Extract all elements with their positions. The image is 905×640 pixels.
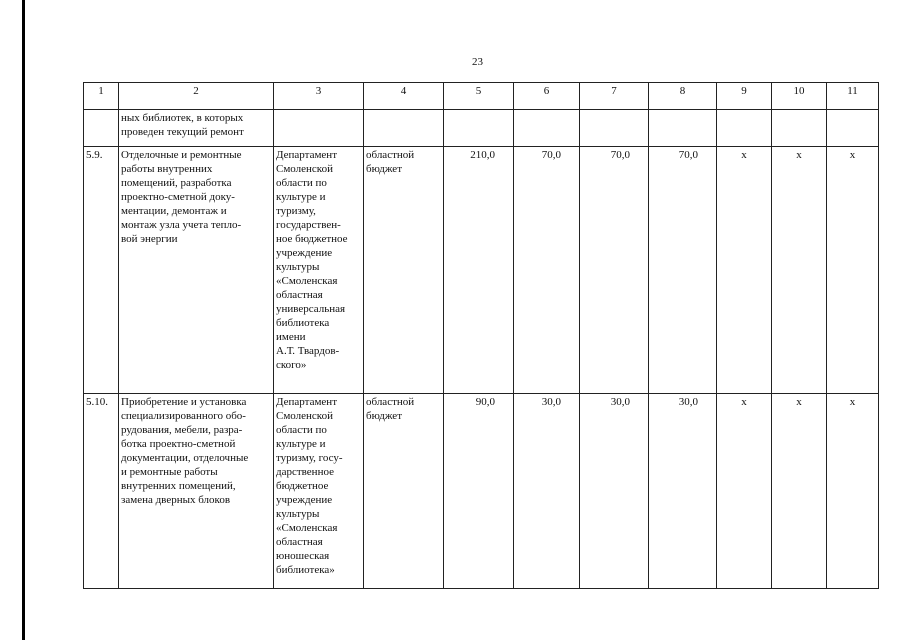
item-col-9: х — [717, 147, 772, 394]
item-name: Приобретение и установка специализированного обо- рудования, мебели, разра- ботка проектно-сметной документации, отделочные и ремонтные работы внутренних помещений, замена дверных блоков — [121, 396, 249, 506]
column-header: 11 — [827, 83, 879, 110]
table-cell — [274, 147, 364, 394]
column-header: 4 — [364, 83, 444, 110]
item-year-2: 70,0 — [580, 147, 649, 394]
program-table — [83, 82, 879, 589]
column-header: 1 — [84, 83, 119, 110]
item-name: Отделочные и ремонтные работы внутренних помещений, разработка проектно-сметной доку- ментации, демонтаж и монтаж узла учета тепло- вой энергии — [121, 149, 242, 245]
table-cell — [444, 110, 514, 147]
item-total: 90,0 — [444, 394, 514, 589]
scan-left-edge — [22, 0, 25, 640]
column-header: 9 — [717, 83, 772, 110]
item-executor: Департамент Смоленской области по культуре и туризму, государствен- ное бюджетное учреждение культуры «Смоленская областная универсальная библиотека имени А.Т. Твардов- ского» — [276, 149, 348, 371]
item-col-11: х — [827, 394, 879, 589]
item-col-11: х — [827, 147, 879, 394]
item-number: 5.9. — [84, 147, 119, 394]
item-year-3: 30,0 — [649, 394, 717, 589]
table-cell — [119, 110, 274, 147]
table-cell — [649, 110, 717, 147]
table-cell — [364, 110, 444, 147]
item-executor: Департамент Смоленской области по культуре и туризму, госу- дарственное бюджетное учреждение культуры «Смоленская областная юношеская библиотека» — [276, 396, 343, 576]
table-cell — [119, 394, 274, 589]
table-cell — [274, 394, 364, 589]
item-funding-source: областной бюджет — [366, 396, 415, 422]
table-cell — [84, 110, 119, 147]
item-total: 210,0 — [444, 147, 514, 394]
item-number: 5.10. — [84, 394, 119, 589]
table-cell — [717, 110, 772, 147]
table-cell — [827, 110, 879, 147]
table-cell — [119, 147, 274, 394]
table-row-continuation — [84, 110, 879, 147]
item-col-10: х — [772, 147, 827, 394]
item-col-10: х — [772, 394, 827, 589]
table-cell — [580, 110, 649, 147]
item-year-1: 70,0 — [514, 147, 580, 394]
item-funding-source: областной бюджет — [366, 149, 415, 175]
column-header: 2 — [119, 83, 274, 110]
header-row — [84, 83, 879, 110]
column-header: 6 — [514, 83, 580, 110]
column-header: 5 — [444, 83, 514, 110]
table-cell — [514, 110, 580, 147]
table-cell — [772, 110, 827, 147]
column-header: 7 — [580, 83, 649, 110]
item-col-9: х — [717, 394, 772, 589]
column-header: 8 — [649, 83, 717, 110]
item-year-3: 70,0 — [649, 147, 717, 394]
item-name-continuation: ных библиотек, в которых проведен текущий ремонт — [121, 112, 244, 138]
column-header: 10 — [772, 83, 827, 110]
table-row — [84, 394, 879, 589]
item-year-2: 30,0 — [580, 394, 649, 589]
table-cell — [274, 110, 364, 147]
column-header: 3 — [274, 83, 364, 110]
item-year-1: 30,0 — [514, 394, 580, 589]
table-cell — [364, 394, 444, 589]
table-row — [84, 147, 879, 394]
page-number: 23 — [472, 56, 483, 68]
table-cell — [364, 147, 444, 394]
